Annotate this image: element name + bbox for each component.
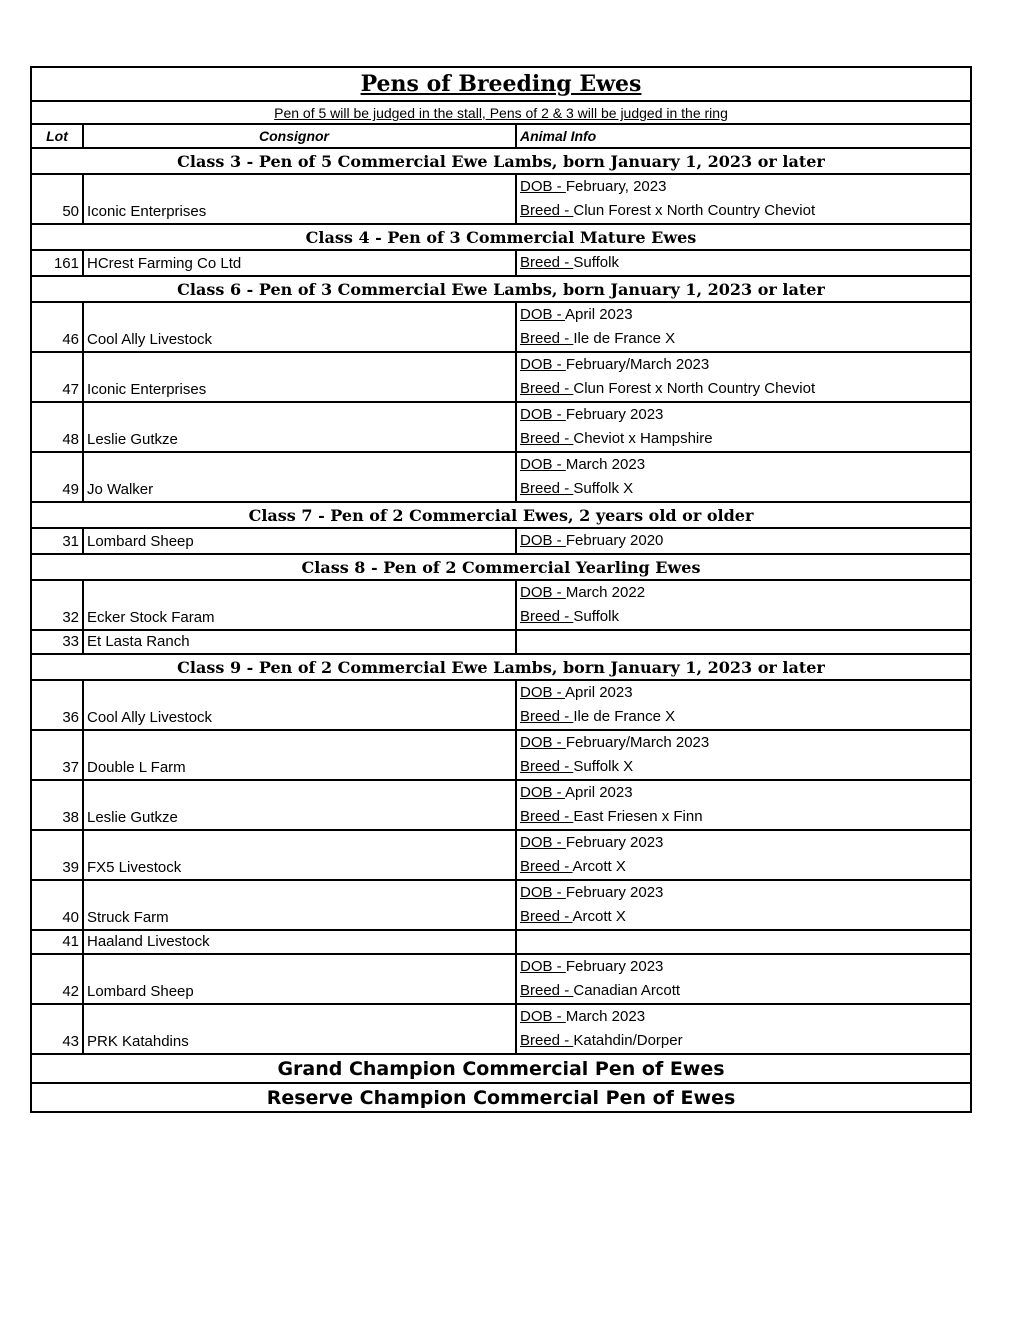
consignor-name: Lombard Sheep	[83, 528, 516, 554]
lot-number: 31	[31, 528, 83, 554]
animal-info	[516, 402, 971, 452]
lot-number: 37	[31, 730, 83, 780]
breed	[520, 905, 967, 929]
consignor-name: Iconic Enterprises	[83, 352, 516, 402]
animal-info	[516, 630, 971, 654]
dob-label: DOB -	[520, 356, 566, 373]
class-heading-row	[31, 502, 971, 528]
lot-table	[30, 66, 972, 1113]
lot-number: 38	[31, 780, 83, 830]
breed	[520, 251, 967, 275]
consignor-name: Cool Ally Livestock	[83, 680, 516, 730]
dob-label: DOB -	[520, 958, 566, 975]
table-row	[31, 880, 971, 930]
table-row	[31, 580, 971, 630]
animal-info	[516, 780, 971, 830]
dob-label: DOB -	[520, 456, 566, 473]
breed-value: Ile de France X	[573, 708, 676, 725]
consignor-name: Jo Walker	[83, 452, 516, 502]
breed-label: Breed -	[520, 708, 574, 725]
breed-label: Breed -	[520, 202, 574, 219]
table-row	[31, 302, 971, 352]
dob	[520, 303, 967, 327]
breeding-ewes-sheet	[30, 66, 970, 1113]
table-row	[31, 352, 971, 402]
dob	[520, 881, 967, 905]
consignor-name: PRK Katahdins	[83, 1004, 516, 1054]
lot-number: 42	[31, 954, 83, 1004]
class-title: Class 4 - Pen of 3 Commercial Mature Ewes	[31, 224, 971, 250]
dob-label: DOB -	[520, 784, 566, 801]
consignor-name: Ecker Stock Faram	[83, 580, 516, 630]
breed	[520, 805, 967, 829]
dob	[520, 681, 967, 705]
table-row	[31, 452, 971, 502]
dob-value: March 2022	[565, 584, 646, 601]
dob-value: February 2023	[565, 406, 664, 423]
consignor-name: Haaland Livestock	[83, 930, 516, 954]
dob-value: February 2023	[565, 958, 664, 975]
breed-label: Breed -	[520, 380, 574, 397]
dob-label: DOB -	[520, 584, 566, 601]
consignor-name: Lombard Sheep	[83, 954, 516, 1004]
class-title: Class 3 - Pen of 5 Commercial Ewe Lambs, born January 1, 2023 or later	[31, 148, 971, 174]
breed-value: Cheviot x Hampshire	[573, 430, 713, 447]
breed	[520, 855, 967, 879]
consignor-name: Leslie Gutkze	[83, 402, 516, 452]
class-title: Class 6 - Pen of 3 Commercial Ewe Lambs, born January 1, 2023 or later	[31, 276, 971, 302]
breed-label: Breed -	[520, 908, 573, 925]
table-row	[31, 680, 971, 730]
animal-info	[516, 302, 971, 352]
breed-value: Suffolk X	[573, 758, 634, 775]
animal-info	[516, 528, 971, 554]
consignor-header: Consignor	[83, 124, 516, 148]
dob-value: February/March 2023	[565, 734, 710, 751]
animal-info	[516, 930, 971, 954]
lot-number: 48	[31, 402, 83, 452]
breed-label: Breed -	[520, 430, 574, 447]
dob-value: February 2023	[565, 884, 664, 901]
breed-value: Suffolk X	[573, 480, 634, 497]
dob-value: April 2023	[565, 306, 633, 323]
lot-number: 36	[31, 680, 83, 730]
animal-info	[516, 250, 971, 276]
lot-number: 46	[31, 302, 83, 352]
breed-label: Breed -	[520, 254, 574, 271]
dob	[520, 529, 967, 553]
dob-value: March 2023	[565, 456, 646, 473]
animal-info	[516, 880, 971, 930]
lot-number: 47	[31, 352, 83, 402]
class-heading-row	[31, 654, 971, 680]
class-heading-row	[31, 554, 971, 580]
breed-value: Suffolk	[573, 608, 619, 625]
lot-number: 50	[31, 174, 83, 224]
dob-value: March 2023	[565, 1008, 646, 1025]
lot-number: 33	[31, 630, 83, 654]
lot-number: 41	[31, 930, 83, 954]
dob-label: DOB -	[520, 884, 566, 901]
breed	[520, 477, 967, 501]
breed	[520, 377, 967, 401]
dob	[520, 781, 967, 805]
animal-info	[516, 954, 971, 1004]
animal-info	[516, 580, 971, 630]
breed	[520, 427, 967, 451]
dob-label: DOB -	[520, 834, 566, 851]
class-title: Class 9 - Pen of 2 Commercial Ewe Lambs, born January 1, 2023 or later	[31, 654, 971, 680]
dob-label: DOB -	[520, 734, 566, 751]
breed	[520, 605, 967, 629]
animal-info	[516, 730, 971, 780]
dob-label: DOB -	[520, 306, 566, 323]
grand-champion-title: Grand Champion Commercial Pen of Ewes	[31, 1054, 971, 1083]
breed-label: Breed -	[520, 330, 574, 347]
judging-note: Pen of 5 will be judged in the stall, Pens of 2 & 3 will be judged in the ring	[31, 101, 971, 124]
animal-info-header: Animal Info	[516, 124, 971, 148]
breed-value: East Friesen x Finn	[573, 808, 703, 825]
lot-number: 161	[31, 250, 83, 276]
animal-info	[516, 680, 971, 730]
lot-number: 40	[31, 880, 83, 930]
consignor-name: Et Lasta Ranch	[83, 630, 516, 654]
breed-value: Clun Forest x North Country Cheviot	[573, 202, 816, 219]
dob-value: February, 2023	[565, 178, 667, 195]
lot-number: 43	[31, 1004, 83, 1054]
breed	[520, 979, 967, 1003]
animal-info	[516, 1004, 971, 1054]
dob-label: DOB -	[520, 406, 566, 423]
dob	[520, 353, 967, 377]
consignor-name: Iconic Enterprises	[83, 174, 516, 224]
table-row	[31, 250, 971, 276]
dob-value: February 2020	[565, 532, 664, 549]
animal-info	[516, 174, 971, 224]
dob	[520, 831, 967, 855]
page-title: Pens of Breeding Ewes	[360, 71, 642, 97]
reserve-champion-row	[31, 1083, 971, 1112]
breed-value: Ile de France X	[573, 330, 676, 347]
breed-label: Breed -	[520, 608, 574, 625]
dob-value: April 2023	[565, 784, 633, 801]
dob	[520, 731, 967, 755]
table-row	[31, 954, 971, 1004]
breed-label: Breed -	[520, 480, 574, 497]
lot-number: 39	[31, 830, 83, 880]
consignor-name: FX5 Livestock	[83, 830, 516, 880]
breed-label: Breed -	[520, 808, 574, 825]
header-row	[31, 124, 971, 148]
lot-header: Lot	[31, 124, 83, 148]
breed-label: Breed -	[520, 982, 574, 999]
class-heading-row	[31, 276, 971, 302]
class-title: Class 8 - Pen of 2 Commercial Yearling Ewes	[31, 554, 971, 580]
table-row	[31, 174, 971, 224]
table-row	[31, 528, 971, 554]
table-row	[31, 930, 971, 954]
consignor-name: Leslie Gutkze	[83, 780, 516, 830]
dob-label: DOB -	[520, 178, 566, 195]
dob-value: February 2023	[565, 834, 664, 851]
animal-info	[516, 352, 971, 402]
table-row	[31, 780, 971, 830]
consignor-name: Struck Farm	[83, 880, 516, 930]
animal-info	[516, 452, 971, 502]
dob	[520, 955, 967, 979]
lot-number: 49	[31, 452, 83, 502]
note-row	[31, 101, 971, 124]
dob	[520, 453, 967, 477]
breed-value: Clun Forest x North Country Cheviot	[573, 380, 816, 397]
table-row	[31, 630, 971, 654]
title-row	[31, 67, 971, 101]
class-heading-row	[31, 148, 971, 174]
animal-info	[516, 830, 971, 880]
consignor-name: HCrest Farming Co Ltd	[83, 250, 516, 276]
dob-label: DOB -	[520, 1008, 566, 1025]
breed-label: Breed -	[520, 1032, 574, 1049]
consignor-name: Double L Farm	[83, 730, 516, 780]
breed	[520, 1029, 967, 1053]
dob	[520, 403, 967, 427]
breed-label: Breed -	[520, 858, 573, 875]
table-row	[31, 1004, 971, 1054]
reserve-champion-title: Reserve Champion Commercial Pen of Ewes	[31, 1083, 971, 1112]
consignor-name: Cool Ally Livestock	[83, 302, 516, 352]
lot-number: 32	[31, 580, 83, 630]
breed-value: Arcott X	[572, 858, 626, 875]
dob	[520, 581, 967, 605]
breed	[520, 755, 967, 779]
class-heading-row	[31, 224, 971, 250]
breed	[520, 199, 967, 223]
grand-champion-row	[31, 1054, 971, 1083]
dob-value: February/March 2023	[565, 356, 710, 373]
breed	[520, 705, 967, 729]
breed-value: Canadian Arcott	[573, 982, 681, 999]
dob-value: April 2023	[565, 684, 633, 701]
dob-label: DOB -	[520, 532, 566, 549]
dob	[520, 175, 967, 199]
class-title: Class 7 - Pen of 2 Commercial Ewes, 2 years old or older	[31, 502, 971, 528]
breed	[520, 327, 967, 351]
breed-value: Suffolk	[573, 254, 619, 271]
breed-value: Arcott X	[572, 908, 626, 925]
breed-value: Katahdin/Dorper	[573, 1032, 683, 1049]
dob-label: DOB -	[520, 684, 566, 701]
table-row	[31, 730, 971, 780]
table-row	[31, 402, 971, 452]
breed-label: Breed -	[520, 758, 574, 775]
table-row	[31, 830, 971, 880]
dob	[520, 1005, 967, 1029]
